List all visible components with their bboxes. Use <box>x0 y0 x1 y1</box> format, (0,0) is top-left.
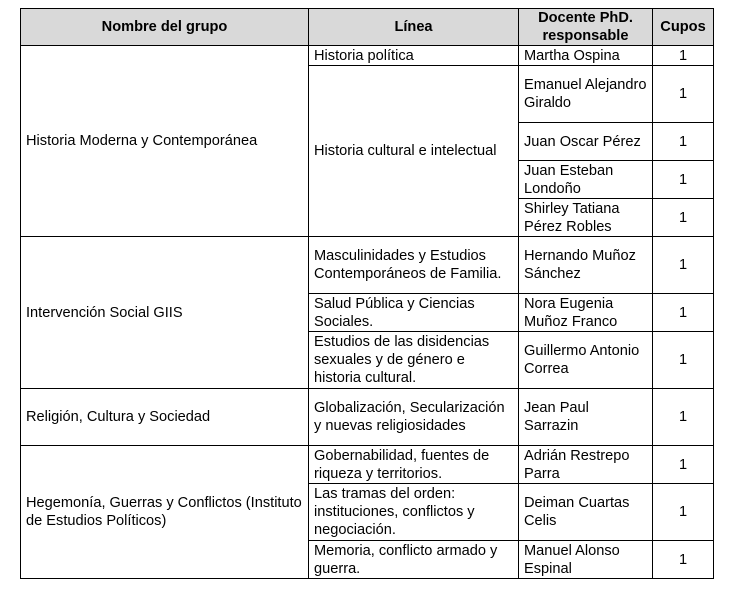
docente-cell: Guillermo Antonio Correa <box>519 332 653 389</box>
cupos-cell: 1 <box>653 446 714 484</box>
cupos-cell: 1 <box>653 199 714 237</box>
docente-cell: Manuel Alonso Espinal <box>519 541 653 579</box>
header-cupos: Cupos <box>653 9 714 46</box>
line-cell: Gobernabilidad, fuentes de riqueza y territorios. <box>309 446 519 484</box>
group-name-cell: Historia Moderna y Contemporánea <box>21 46 309 237</box>
docente-cell: Jean Paul Sarrazin <box>519 389 653 446</box>
cupos-cell: 1 <box>653 237 714 294</box>
docente-cell: Hernando Muñoz Sánchez <box>519 237 653 294</box>
docente-cell: Nora Eugenia Muñoz Franco <box>519 294 653 332</box>
line-cell: Salud Pública y Ciencias Sociales. <box>309 294 519 332</box>
line-cell: Historia política <box>309 46 519 66</box>
header-docente: Docente PhD. responsable <box>519 9 653 46</box>
header-grupo: Nombre del grupo <box>21 9 309 46</box>
header-linea: Línea <box>309 9 519 46</box>
docente-cell: Deiman Cuartas Celis <box>519 484 653 541</box>
docente-cell: Adrián Restrepo Parra <box>519 446 653 484</box>
line-cell: Las tramas del orden: instituciones, conflictos y negociación. <box>309 484 519 541</box>
cupos-cell: 1 <box>653 66 714 123</box>
docente-cell: Emanuel Alejandro Giraldo <box>519 66 653 123</box>
cupos-cell: 1 <box>653 541 714 579</box>
docente-cell: Shirley Tatiana Pérez Robles <box>519 199 653 237</box>
docente-cell: Juan Esteban Londoño <box>519 161 653 199</box>
cupos-cell: 1 <box>653 46 714 66</box>
group-name-cell: Intervención Social GIIS <box>21 237 309 389</box>
line-cell: Masculinidades y Estudios Contemporáneos de Familia. <box>309 237 519 294</box>
table-row <box>21 389 714 446</box>
header-row <box>21 9 714 46</box>
line-cell: Globalización, Secularización y nuevas religiosidades <box>309 389 519 446</box>
cupos-cell: 1 <box>653 484 714 541</box>
group-name-cell: Hegemonía, Guerras y Conflictos (Instituto de Estudios Políticos) <box>21 446 309 579</box>
table-row <box>21 237 714 294</box>
line-cell: Historia cultural e intelectual <box>309 66 519 237</box>
line-cell: Memoria, conflicto armado y guerra. <box>309 541 519 579</box>
cupos-cell: 1 <box>653 389 714 446</box>
cupos-cell: 1 <box>653 161 714 199</box>
docente-cell: Juan Oscar Pérez <box>519 123 653 161</box>
cupos-cell: 1 <box>653 332 714 389</box>
cupos-cell: 1 <box>653 294 714 332</box>
line-cell: Estudios de las disidencias sexuales y de género e historia cultural. <box>309 332 519 389</box>
document-page <box>20 8 714 579</box>
docente-cell: Martha Ospina <box>519 46 653 66</box>
cupos-cell: 1 <box>653 123 714 161</box>
group-name-cell: Religión, Cultura y Sociedad <box>21 389 309 446</box>
table-row <box>21 446 714 484</box>
table-row <box>21 46 714 66</box>
groups-table <box>20 8 714 579</box>
